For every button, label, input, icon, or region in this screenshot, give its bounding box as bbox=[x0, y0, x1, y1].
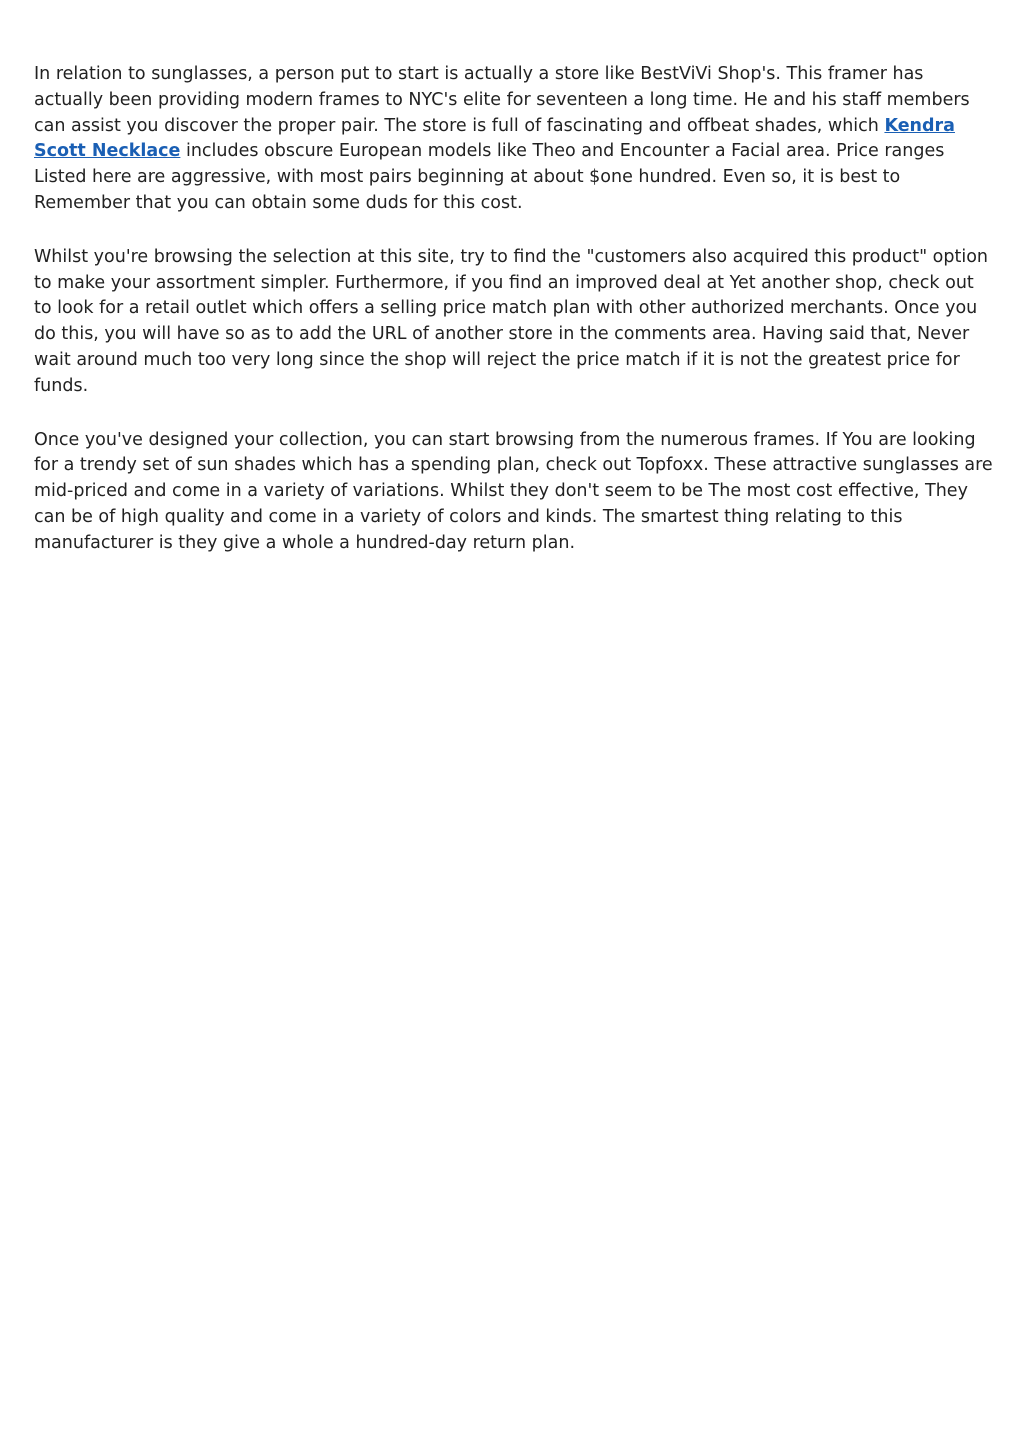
document-body bbox=[34, 62, 994, 585]
paragraph-3: Once you've designed your collection, you can start browsing from the numerous frames. If You are looking for a trendy set of sun shades which has a spending plan, check out Topfoxx. These attractive sunglasses are mid-priced and come in a variety of variations. Whilst they don't seem to be The most cost effective, They can be of high quality and come in a variety of colors and kinds. The smartest thing relating to this manufacturer is they give a whole a hundred-day return plan. bbox=[34, 429, 993, 553]
kendra-scott-necklace-link[interactable]: Kendra Scott Necklace bbox=[34, 115, 955, 162]
paragraph-1 bbox=[34, 62, 994, 217]
paragraph-2: Whilst you're browsing the selection at this site, try to find the "customers also acquired this product" option to make your assortment simpler. Furthermore, if you find an improved deal at Yet another shop, check out to look for a retail outlet which offers a selling price match plan with other authorized merchants. Once you do this, you will have so as to add the URL of another store in the comments area. Having said that, Never wait around much too very long since the shop will reject the price match if it is not the greatest price for funds. bbox=[34, 246, 989, 396]
paragraph-1-text-before-link: In relation to sunglasses, a person put to start is actually a store like BestViVi Shop's. This framer has actually been providing modern frames to NYC's elite for seventeen a long time. He and his staff members can assist you discover the proper pair. The store is full of fascinating and offbeat shades, which bbox=[34, 64, 970, 136]
paragraph-1-text-after-link: includes obscure European models like Theo and Encounter a Facial area. Price ranges Listed here are aggressive, with most pairs beginning at about $one hundred. Even so, it is best to Remember that you can obtain some duds for this cost. bbox=[34, 141, 945, 213]
